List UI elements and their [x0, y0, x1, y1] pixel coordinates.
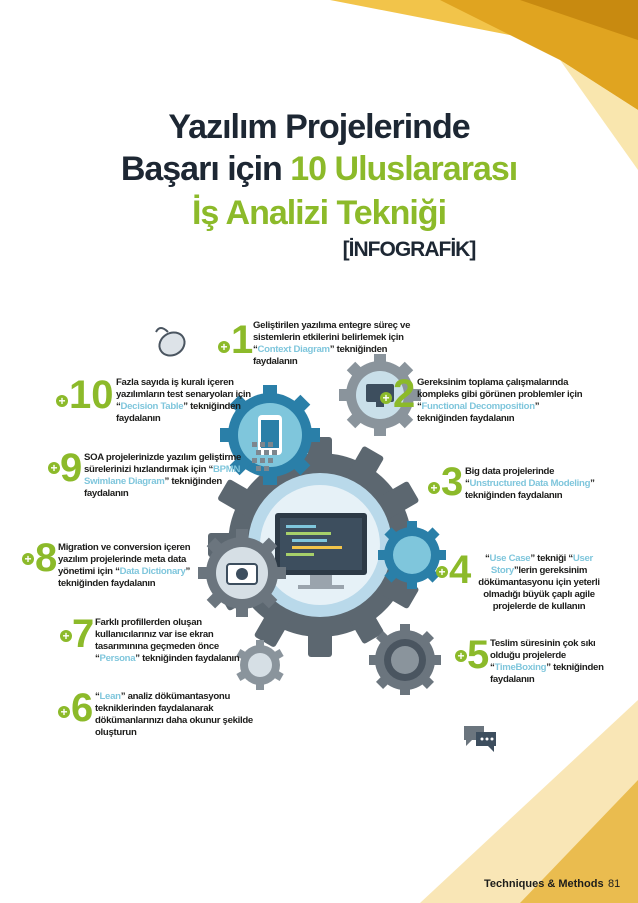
plus-icon: + — [428, 482, 440, 494]
item-6-text: “Lean” analiz dökümantasyonu tekniklerinden faydalanarak dökümanlarınızı daha okunur şekilde oluşturun — [95, 691, 253, 738]
item-4-number: 4 — [449, 548, 472, 592]
page-subtitle: [İNFOGRAFİK] — [342, 238, 476, 261]
plus-icon: + — [56, 395, 68, 407]
page-title-line3: İş Analizi Tekniği — [191, 194, 447, 232]
item-10-number: 10 — [69, 373, 114, 417]
item-1-text: Geliştirilen yazılıma entegre süreç ve sistemlerin etkilerini belirlemek için “Context Diagram” tekniğinden faydalanın — [253, 320, 411, 367]
chat-icon — [462, 722, 498, 752]
item-2-text: Gereksinim toplama çalışmalarında kompleks gibi görünen problemler için “Functional Decomposition” tekniğinden faydalanın — [417, 377, 583, 424]
item-3-number: 3 — [441, 460, 464, 504]
item-1-number: 1 — [231, 318, 254, 362]
plus-icon: + — [218, 341, 230, 353]
item-2-number: 2 — [393, 372, 416, 416]
plus-icon: + — [22, 553, 34, 565]
item-8-number: 8 — [35, 536, 58, 580]
plus-icon: + — [380, 392, 392, 404]
plus-icon: + — [436, 566, 448, 578]
title-part-green: 10 Uluslararası — [290, 150, 518, 188]
item-5-text: Teslim süresinin çok sıkı olduğu projelerde “TimeBoxing” tekniğinden faydalanın — [490, 638, 604, 685]
title-part-dark: Başarı için — [120, 150, 282, 188]
item-9-text: SOA projelerinizde yazılım geliştirme sürelerinizi hızlandırmak için “BPMN Swimlane Diagram” tekniğinden faydalanın — [84, 452, 242, 499]
item-6-number: 6 — [71, 686, 94, 730]
item-4-text: “Use Case” tekniği “User Story”lerin gereksinim dökümantasyonu için yeterli olmadığı büyük çaplı agile projelerde de kullanın — [478, 553, 600, 612]
item-10-text: Fazla sayıda iş kuralı içeren yazılımların test senaryoları için “Decision Table” tekniğinden faydalanın — [116, 377, 251, 424]
item-7-number: 7 — [72, 612, 95, 656]
item-8-text: Migration ve conversion içeren yazılım projelerinde meta data yönetimi için “Data Dictionary” tekniğinden faydalanın — [58, 542, 191, 589]
item-9-number: 9 — [60, 446, 83, 490]
globe-gear-icon — [378, 521, 446, 589]
plus-icon: + — [455, 650, 467, 662]
item-5-number: 5 — [467, 633, 490, 677]
page-title-line1: Yazılım Projelerinde — [168, 108, 470, 146]
footer-label: Techniques & Methods — [484, 878, 604, 890]
grid-icon — [250, 440, 280, 474]
globe-icon — [369, 624, 441, 695]
camera-gear-icon — [198, 529, 286, 617]
item-3-text: Big data projelerinde “Unstructured Data Modeling” tekniğinden faydalanın — [465, 466, 595, 501]
mouse-icon — [150, 320, 190, 360]
plus-icon: + — [60, 630, 72, 642]
page-title-line2 — [0, 150, 638, 189]
plus-icon: + — [48, 462, 60, 474]
page-number: 81 — [608, 878, 621, 890]
item-7-text: Farklı profillerden oluşan kullanıcılarınız var ise ekran tasarımınına geçmeden önce “Persona” tekniğinden faydalanın — [95, 617, 240, 664]
plus-icon: + — [58, 706, 70, 718]
